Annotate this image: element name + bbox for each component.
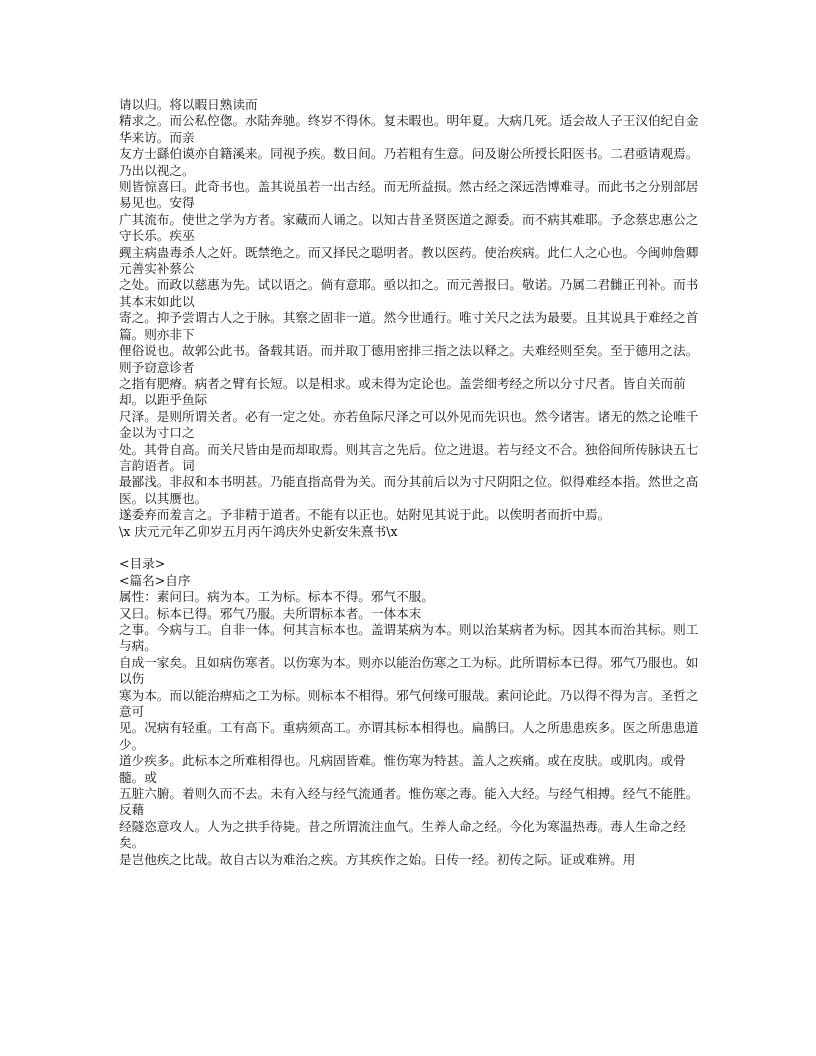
section-spacer [119,540,699,556]
text-line: 寄之。抑予尝谓古人之于脉。其察之固非一道。然今世通行。唯寸关尺之法为最要。且其说具于难经之首篇。则亦非下 [119,310,699,342]
text-line: 属性：素问曰。病为本。工为标。标本不得。邪气不服。 [119,589,434,605]
text-line: 见。况病有轻重。工有高下。重病须高工。亦谓其标本相得也。扁鹊曰。人之所患患疾多。医之所患患道少。 [119,720,699,752]
text-line: 处。其骨自高。而关尺皆由是而却取焉。则其言之先后。位之进退。若与经文不合。独俗间所传脉诀五七言韵语者。词 [119,441,699,473]
text-line: 友方士繇伯谟亦自籍溪来。同视予疾。数日间。乃若粗有生意。问及谢公所授长阳医书。二君亟请观焉。乃出以视之。 [119,146,699,178]
text-line: 经隧恣意攻人。人为之拱手待毙。昔之所谓流注血气。生养人命之经。今化为寒温热毒。毒人生命之经矣。 [119,818,686,851]
text-line: 自成一家矣。且如病伤寒者。以伤寒为本。则亦以能治伤寒之工为标。此所谓标本已得。邪气乃服也。如以伤 [119,654,699,687]
text-line: 是岂他疾之比哉。故自古以为难治之疾。方其疾作之始。日传一经。初传之际。证或难辨。用 [119,851,636,867]
text-line: 寒为本。而以能治痹疝之工为标。则标本不相得。邪气何缘可服哉。素问论此。乃以得不得为言。圣哲之意可 [119,687,699,720]
text-line: 则皆惊喜曰。此奇书也。盖其说虽若一出古经。而无所益损。然古经之深远浩博难寻。而此书之分别部居易见也。安得 [119,179,699,211]
toc-marker: <目录> [119,556,166,572]
text-line: 广其流布。使世之学为方者。家藏而人诵之。以知古昔圣贤医道之源委。而不病其难耶。予念蔡忠惠公之守长乐。疾巫 [119,211,699,244]
text-line: 五脏六腑。着则久而不去。未有入经与经气流通者。惟伤寒之毒。能入大经。与经气相搏。经气不能胜。反藉 [119,786,699,818]
text-line: 之指有肥瘠。病者之臂有长短。以是相求。或未得为定论也。盖尝细考经之所以分寸尺者。皆自关而前却。以距乎鱼际 [119,375,686,408]
text-line: 遂委弃而羞言之。予非精于道者。不能有以正也。姑附见其说于此。以俟明者而折中焉。 [119,507,611,523]
preface-section [119,97,699,540]
text-line: 最鄙浅。非叔和本书明甚。乃能直指高骨为关。而分其前后以为寸尺阴阳之位。似得难经本指。然世之高医。以其赝也。 [119,474,699,506]
text-line: 觋主病蛊毒杀人之奸。既禁绝之。而又择民之聪明者。教以医药。使治疾病。此仁人之心也。今闽帅詹卿元善实补蔡公 [119,244,699,277]
text-line: 又曰。标本已得。邪气乃服。夫所谓标本者。一体本末 [119,605,422,621]
text-line: 尺泽。是则所谓关者。必有一定之处。亦若鱼际尺泽之可以外见而先识也。然今诸害。诸无的然之论唯千金以为寸口之 [119,408,699,441]
text-line: 之处。而政以慈惠为先。试以语之。倘有意耶。亟以扣之。而元善报曰。敬诺。乃属二君雠正刊补。而书其本末如此以 [119,277,699,309]
text-line: 俚俗说也。故郭公此书。备载其语。而并取丁德用密排三指之法以释之。夫难经则至矣。至于德用之法。则予窃意诊者 [119,343,699,375]
text-line: 请以归。将以暇日熟读而 [119,97,258,112]
text-line: 之事。今病与工。自非一体。何其言标本也。盖谓某病为本。则以治某病者为标。因其本而治其标。则工与病。 [119,621,699,654]
body-section [119,589,699,868]
text-line: 道少疾多。此标本之所难相得也。凡病固皆难。惟伤寒为特甚。盖人之疾痛。或在皮肤。或肌肉。或骨髓。或 [119,753,686,785]
signature-line: \x 庆元元年乙卯岁五月丙午鸿庆外史新安朱熹书\x [119,523,398,539]
text-line: 精求之。而公私倥偬。水陆奔驰。终岁不得休。复未暇也。明年夏。大病几死。适会故人子王汉伯纪自金华来访。而亲 [119,113,699,145]
chapter-marker: <篇名>自序 [119,572,191,588]
document-page [119,97,699,868]
